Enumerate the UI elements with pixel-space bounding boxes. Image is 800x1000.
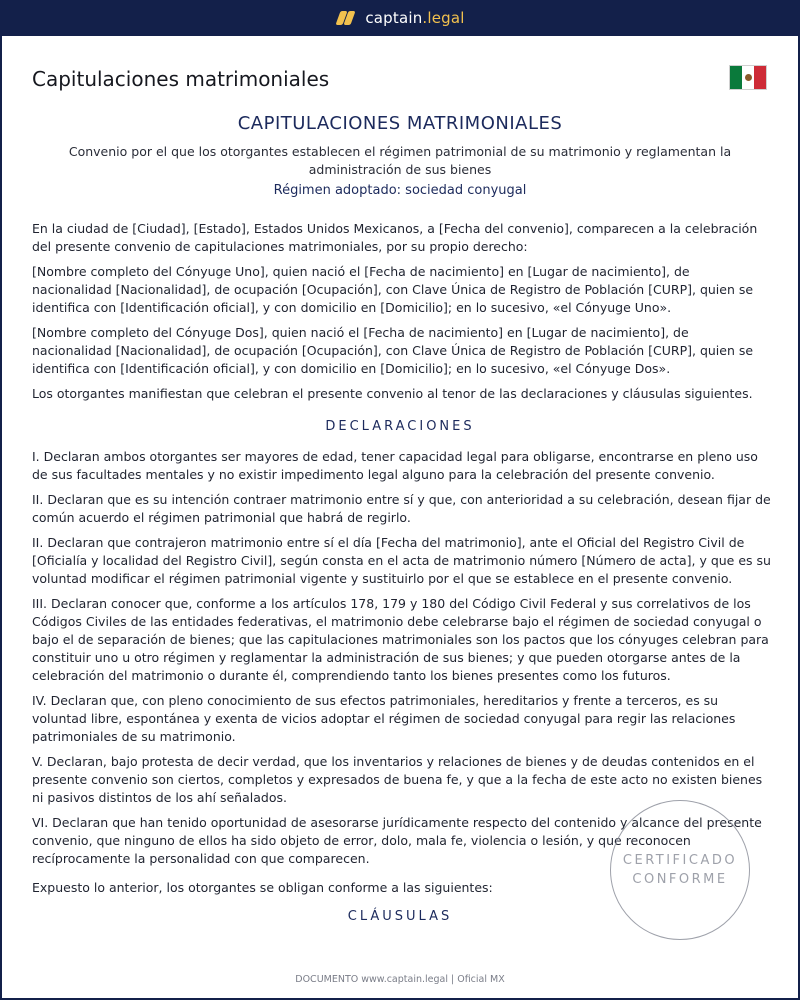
declaraciones-heading: DECLARACIONES bbox=[325, 419, 475, 434]
top-bar bbox=[0, 0, 800, 36]
declaracion-2-alt: II. Declaran que contrajeron matrimonio entre sí el día [Fecha del matrimonio], ante el Oficial del Registro Civil de [Oficialía y localidad del Registro Civil], según consta en el acta de matrimonio número [Número de acta], y que es su voluntad modificar el régimen patrimonial vigente y sustituirlo por el que se establece en el presente convenio. bbox=[32, 535, 771, 586]
brand-name-accent: .legal bbox=[422, 9, 465, 27]
intro-paragraph-conyuge-dos: [Nombre completo del Cónyuge Dos], quien nació el [Fecha de nacimiento] en [Lugar de nacimiento], de nacionalidad [Nacionalidad], de ocupación [Ocupación], con Clave Única de Registro de Población [CURP], quien se identifica con [Identificación oficial], y con domicilio en [Domicilio]; en lo sucesivo, «el Cónyuge Dos». bbox=[32, 325, 754, 376]
page-title: Capitulaciones matrimoniales bbox=[32, 67, 330, 91]
declaracion-3: III. Declaran conocer que, conforme a los artículos 178, 179 y 180 del Código Civil Federal y sus correlativos de los Códigos Civiles de las entidades federativas, el matrimonio debe celebrarse bajo el régimen de sociedad conyugal o bajo el de separación de bienes; que las capitulaciones matrimoniales son los pactos que los cónyuges celebran para constituir uno u otro régimen y reglamentar la administración de sus bienes; y que pueden otorgarse antes de la celebración del matrimonio o durante él, comprendiendo tanto los bienes presentes como los futuros. bbox=[32, 596, 769, 683]
document-subtitle: Convenio por el que los otorgantes establecen el régimen patrimonial de su matrimonio y reglamentan la administración de sus bienes bbox=[68, 144, 732, 177]
brand-name[interactable] bbox=[365, 9, 464, 27]
regimen-adoptado: Régimen adoptado: sociedad conyugal bbox=[273, 183, 527, 198]
declaracion-1: I. Declaran ambos otorgantes ser mayores de edad, tener capacidad legal para obligarse, encontrarse en pleno uso de sus facultades mentales y no existir impedimento legal alguno para la celebración del presente convenio. bbox=[32, 449, 758, 482]
mexico-flag-icon bbox=[729, 65, 767, 90]
declaracion-6: VI. Declaran que han tenido oportunidad de asesorarse jurídicamente respecto del contenido y alcance del presente convenio, que ninguno de ellos ha sido objeto de error, dolo, mala fe, violencia o lesión, y que reconocen recíprocamente la personalidad con que comparecen. bbox=[32, 815, 762, 866]
clausulas-heading: CLÁUSULAS bbox=[347, 909, 453, 924]
document-title: CAPITULACIONES MATRIMONIALES bbox=[237, 113, 563, 134]
brand-name-main: captain bbox=[365, 9, 423, 27]
certificate-stamp bbox=[610, 800, 750, 940]
intro-paragraph-closing: Los otorgantes manifiestan que celebran el presente convenio al tenor de las declaraciones y cláusulas siguientes. bbox=[32, 386, 753, 401]
captain-logo-icon bbox=[335, 10, 355, 26]
stamp-line-1: CERTIFICADO bbox=[622, 853, 738, 868]
stamp-line-2: CONFORME bbox=[632, 872, 728, 887]
declaracion-2: II. Declaran que es su intención contraer matrimonio entre sí y que, con anterioridad a su celebración, desean fijar de común acuerdo el régimen patrimonial que habrá de regirlo. bbox=[32, 492, 771, 525]
closing-intro: Expuesto lo anterior, los otorgantes se obligan conforme a las siguientes: bbox=[32, 880, 493, 895]
declaracion-5: V. Declaran, bajo protesta de decir verdad, que los inventarios y relaciones de bienes y de deudas contenidos en el presente convenio son ciertos, completos y expresados de buena fe, y que a la fecha de este acto no existen bienes ni pasivos distintos de los ahí señalados. bbox=[32, 754, 763, 805]
intro-paragraph-conyuge-uno: [Nombre completo del Cónyuge Uno], quien nació el [Fecha de nacimiento] en [Lugar de nacimiento], de nacionalidad [Nacionalidad], de ocupación [Ocupación], con Clave Única de Registro de Población [CURP], quien se identifica con [Identificación oficial], y con domicilio en [Domicilio]; en lo sucesivo, «el Cónyuge Uno». bbox=[32, 264, 754, 315]
intro-paragraph-1: En la ciudad de [Ciudad], [Estado], Estados Unidos Mexicanos, a [Fecha del convenio], comparecen a la celebración del presente convenio de capitulaciones matrimoniales, por su propio derecho: bbox=[32, 221, 758, 254]
footer: DOCUMENTO www.captain.legal | Oficial MX bbox=[295, 974, 505, 985]
declaracion-4: IV. Declaran que, con pleno conocimiento de sus efectos patrimoniales, hereditarios y frente a terceros, es su voluntad libre, espontánea y exenta de vicios adoptar el régimen de sociedad conyugal para regir las relaciones patrimoniales de su matrimonio. bbox=[32, 693, 736, 744]
